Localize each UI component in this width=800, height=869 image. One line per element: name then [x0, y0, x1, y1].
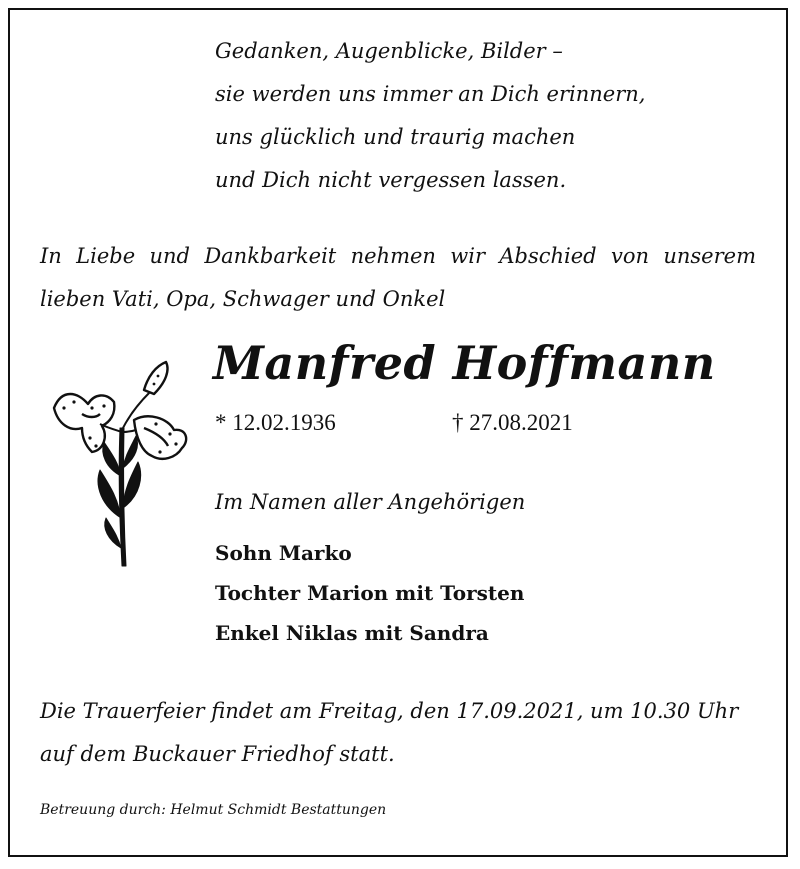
family-member: Tochter Marion mit Torsten — [215, 581, 525, 605]
intro-word: wir — [450, 244, 486, 268]
family-intro: Im Namen aller Angehörigen — [215, 490, 526, 514]
intro-word: Liebe — [76, 244, 136, 268]
family-member: Sohn Marko — [215, 541, 352, 565]
family-list — [215, 533, 524, 653]
intro-word: Abschied — [499, 244, 597, 268]
intro-word: und — [149, 244, 190, 268]
poem — [215, 30, 645, 202]
intro-line-2: lieben Vati, Opa, Schwager und Onkel — [40, 287, 446, 311]
funeral-notice — [40, 690, 738, 776]
funeral-line: Die Trauerfeier findet am Freitag, den 17.09.2021, um 10.30 Uhr — [40, 699, 739, 723]
poem-line: und Dich nicht vergessen lassen. — [215, 168, 567, 192]
poem-line: sie werden uns immer an Dich erinnern, — [215, 82, 646, 106]
death-date: † 27.08.2021 — [452, 410, 573, 435]
intro-word: von — [610, 244, 650, 268]
intro-text — [40, 235, 756, 321]
intro-word: In — [40, 244, 62, 268]
intro-word: Dankbarkeit — [204, 244, 337, 268]
intro-word: nehmen — [350, 244, 436, 268]
lily-flower-icon — [44, 358, 194, 570]
intro-line-1 — [40, 235, 756, 278]
poem-line: Gedanken, Augenblicke, Bilder – — [215, 39, 563, 63]
funeral-line: auf dem Buckauer Friedhof statt. — [40, 742, 395, 766]
undertaker-credit: Betreuung durch: Helmut Schmidt Bestattungen — [40, 802, 387, 818]
poem-line: uns glücklich und traurig machen — [215, 125, 576, 149]
birth-date: * 12.02.1936 — [215, 410, 336, 435]
intro-word: unserem — [663, 244, 756, 268]
family-member: Enkel Niklas mit Sandra — [215, 621, 489, 645]
deceased-name: Manfred Hoffmann — [213, 336, 716, 390]
